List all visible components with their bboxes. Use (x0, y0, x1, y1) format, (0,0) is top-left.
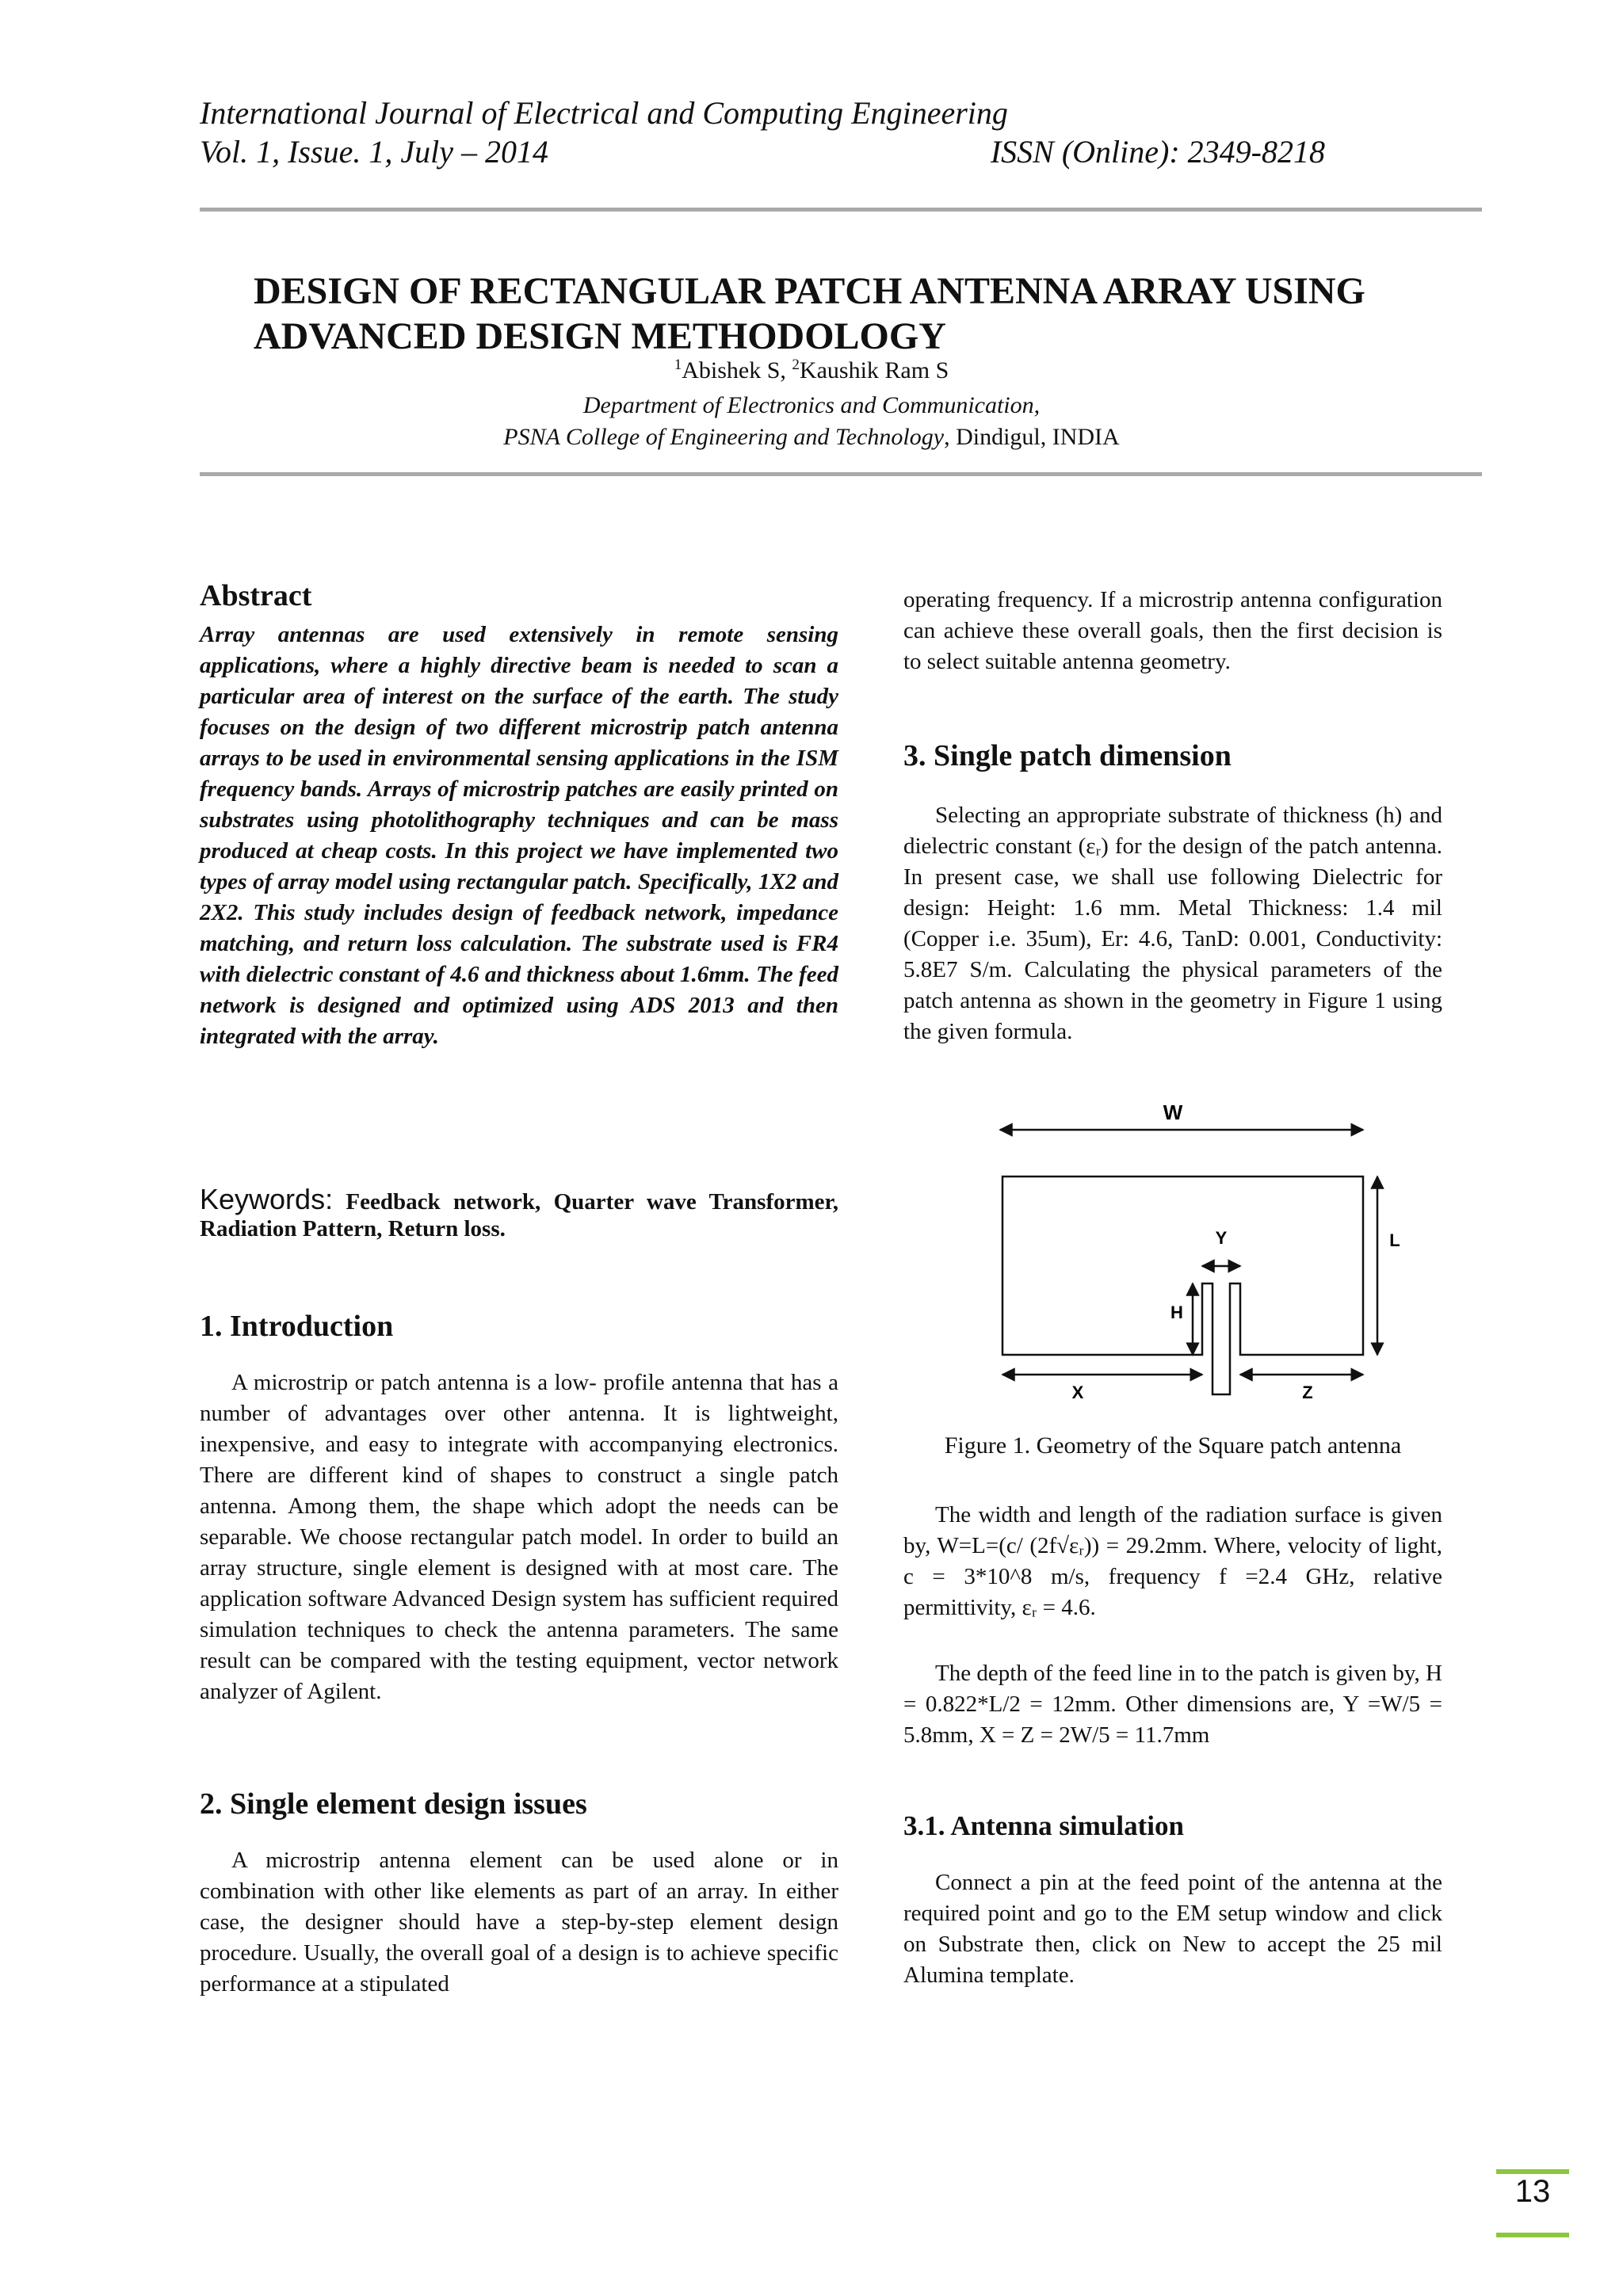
paper-title (254, 269, 1474, 359)
abstract-section (200, 578, 838, 1052)
section-3-1-heading: 3.1. Antenna simulation (903, 1810, 1184, 1841)
keywords (200, 1183, 838, 1242)
keywords-text: Feedback network, Quarter wave Transformer, Radiation Pattern, Return loss. (200, 1189, 838, 1241)
patch-outline (1002, 1177, 1363, 1394)
z-label: Z (1302, 1383, 1313, 1402)
journal-issue-line (200, 133, 1325, 170)
paper-title-line1: DESIGN OF RECTANGULAR PATCH ANTENNA ARRAY USING (254, 270, 1365, 312)
affiliation (0, 424, 1623, 451)
header-divider (200, 208, 1482, 212)
section-3-paragraph-2: The width and length of the radiation surface is given by, W=L=(c/ (2f√εᵣ)) = 29.2mm. Where, velocity of light, c = 3*10^8 m/s, frequency f =2.4 GHz, relative permittivity, εᵣ = 4.6. (903, 1502, 1442, 1620)
introduction-section (200, 1309, 838, 1707)
section-3-text: Selecting an appropriate substrate of thickness (h) and dielectric constant (εᵣ) for the design of the patch antenna. In present case, we shall use following Dielectric for design: Height: 1.6 mm. Metal Thickness: 1.4 mil (Copper i.e. 35um), Er: 4.6, TanD: 0.001, Conductivity: 5.8E7 S/m. Calculating the physical parameters of the patch antenna as shown in the geometry in Figure 1 using the given formula. (903, 803, 1442, 1044)
department: Department of Electronics and Communication, (582, 392, 1041, 418)
w-label: W (1163, 1100, 1183, 1124)
author2-affil: 2 (792, 357, 800, 373)
page-number-rule-bottom (1496, 2233, 1569, 2237)
section-2-continued: operating frequency. If a microstrip antenna configuration can achieve these overall goals, then the first decision is to select suitable antenna geometry. (903, 587, 1442, 674)
figure-caption: Figure 1. Geometry of the Square patch antenna (944, 1432, 1402, 1459)
keywords-label: Keywords: (200, 1183, 334, 1215)
section-3-1-text: Connect a pin at the feed point of the antenna at the required point and go to the EM setup window and click on Substrate then, click on New to accept the 25 mil Alumina template. (903, 1870, 1442, 1988)
title-divider (200, 472, 1482, 476)
section-3 (903, 738, 1442, 1047)
journal-issn: ISSN (Online): 2349-8218 (990, 134, 1325, 170)
journal-title: International Journal of Electrical and Computing Engineering (200, 95, 1008, 131)
author1-affil: 1 (674, 357, 682, 373)
college-location: , Dindigul, INDIA (944, 424, 1120, 450)
section-3-heading: 3. Single patch dimension (903, 739, 1232, 772)
page-number: 13 (1514, 2174, 1551, 2209)
section-2 (200, 1787, 838, 2000)
journal-volume: Vol. 1, Issue. 1, July – 2014 (200, 134, 548, 170)
college-name: PSNA College of Engineering and Technology (503, 424, 945, 450)
y-label: Y (1215, 1228, 1228, 1248)
l-label: L (1389, 1230, 1400, 1250)
section-2-heading: 2. Single element design issues (200, 1787, 587, 1821)
section-2-text: A microstrip antenna element can be used alone or in combination with other like elements as part of an array. In either case, the designer should have a step-by-step element design procedure. Usually, the overall goal of a design is to achieve specific performance at a stipulated (200, 1848, 838, 1997)
author1: Abishek S, (682, 357, 792, 383)
section-3-paragraph-3: The depth of the feed line in to the patch is given by, H = 0.822*L/2 = 12mm. Other dimensions are, Y =W/5 = 5.8mm, X = Z = 2W/5 = 11.7mm (903, 1661, 1442, 1748)
paper-title-line2: ADVANCED DESIGN METHODOLOGY (254, 315, 946, 357)
intro-heading: 1. Introduction (200, 1310, 394, 1343)
author2: Kaushik Ram S (799, 357, 949, 383)
patch-geometry-figure (975, 1093, 1403, 1410)
section-3-1 (903, 1810, 1442, 1991)
x-label: X (1071, 1383, 1084, 1402)
authors (0, 357, 1623, 384)
abstract-text: Array antennas are used extensively in remote sensing applications, where a highly directive beam is needed to scan a particular area of interest on the surface of the earth. The study focuses on the design of two different microstrip patch antenna arrays to be used in environmental sensing applications in the ISM frequency bands. Arrays of microstrip patches are easily printed on substrates using photolithography techniques and can be mass produced at cheap costs. In this project we have implemented two types of array model using rectangular patch. Specifically, 1X2 and 2X2. This study includes design of feedback network, impedance matching, and return loss calculation. The substrate used is FR4 with dielectric constant of 4.6 and thickness about 1.6mm. The feed network is designed and optimized using ADS 2013 and then integrated with the array. (200, 622, 838, 1049)
intro-text: A microstrip or patch antenna is a low- profile antenna that has a number of advantages over other antenna. It is lightweight, inexpensive, and easy to integrate with accompanying electronics. There are different kind of shapes to construct a single patch antenna. Among them, the shape which adopt the needs can be separable. We choose rectangular patch model. In order to build an array structure, single element is designed with at most care. The application software Advanced Design system has sufficient required simulation techniques to check the antenna parameters. The same result can be compared with the testing equipment, vector network analyzer of Agilent. (200, 1370, 838, 1704)
abstract-heading: Abstract (200, 579, 312, 612)
h-label: H (1170, 1302, 1183, 1322)
